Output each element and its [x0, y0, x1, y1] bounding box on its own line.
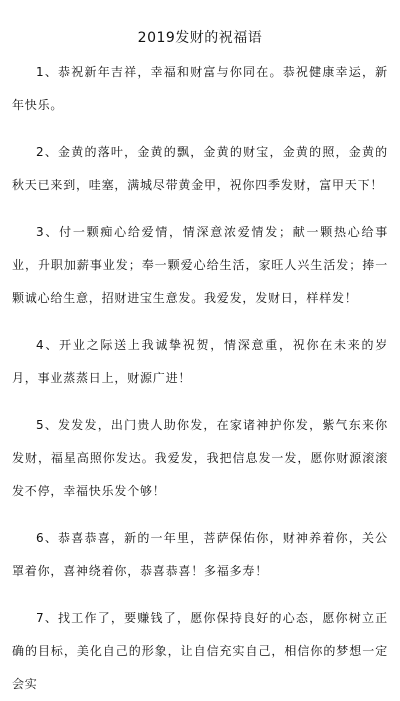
- paragraph-4: 4、开业之际送上我诚挚祝贺，情深意重，祝你在未来的岁月，事业蒸蒸日上，财源广进！: [12, 338, 388, 385]
- paragraph-3: 3、付一颗痴心给爱情，情深意浓爱情发；献一颗热心给事业，升职加薪事业发；奉一颗爱心给生活，家旺人兴生活发；捧一颗诚心给生意，招财进宝生意发。我爱发，发财日，样样发！: [12, 225, 388, 305]
- paragraph-2: 2、金黄的落叶，金黄的飘，金黄的财宝，金黄的照，金黄的秋天已来到，哇塞，满城尽带黄金甲，祝你四季发财，富甲天下！: [12, 145, 388, 192]
- paragraph-1: 1、恭祝新年吉祥，幸福和财富与你同在。恭祝健康幸运，新年快乐。: [12, 65, 388, 112]
- paragraph-6: 6、恭喜恭喜，新的一年里，菩萨保佑你，财神养着你，关公罩着你，喜神绕着你，恭喜恭喜！多福多寿！: [12, 531, 388, 578]
- document-title: 2019发财的祝福语: [137, 30, 263, 46]
- paragraph-5: 5、发发发，出门贵人助你发，在家诸神护你发，紫气东来你发财，福星高照你发达。我爱发，我把信息发一发，愿你财源滚滚发不停，幸福快乐发个够！: [12, 418, 388, 498]
- paragraph-7: 7、找工作了，要赚钱了，愿你保持良好的心态，愿你树立正确的目标，美化自己的形象，让自信充实自己，相信你的梦想一定会实: [12, 611, 388, 691]
